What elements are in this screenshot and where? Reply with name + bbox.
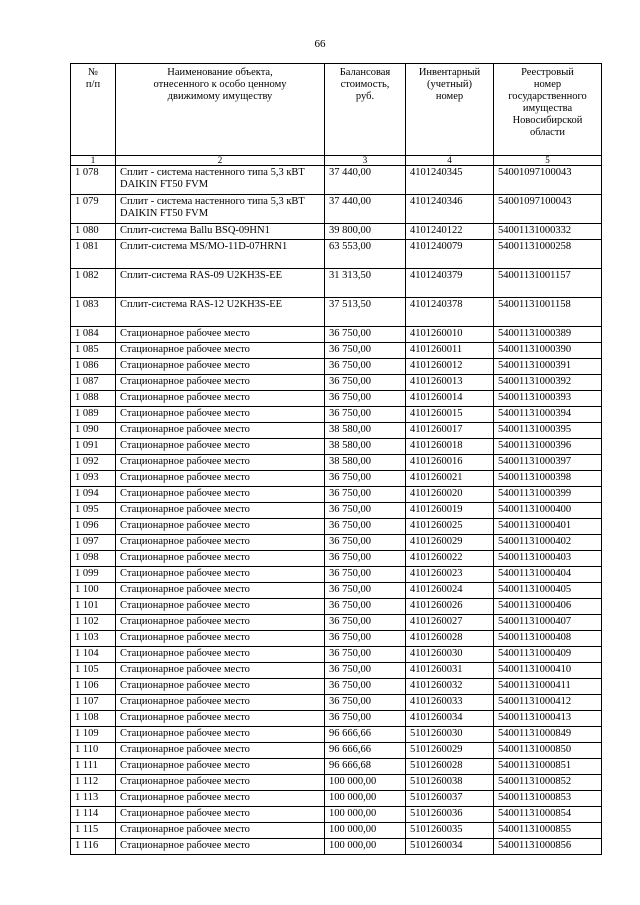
object-name: Стационарное рабочее место bbox=[116, 599, 325, 615]
table-row bbox=[71, 647, 602, 663]
object-name: Стационарное рабочее место bbox=[116, 615, 325, 631]
balance-cost: 63 553,00 bbox=[325, 240, 406, 269]
table-row bbox=[71, 343, 602, 359]
row-number: 1 098 bbox=[71, 551, 116, 567]
object-name: Стационарное рабочее место bbox=[116, 791, 325, 807]
object-name: Стационарное рабочее место bbox=[116, 503, 325, 519]
inventory-number: 4101240378 bbox=[406, 298, 494, 327]
registry-number: 54001131000407 bbox=[494, 615, 602, 631]
row-number: 1 089 bbox=[71, 407, 116, 423]
header-cost: Балансовая стоимость, руб. bbox=[325, 64, 406, 156]
balance-cost: 36 750,00 bbox=[325, 567, 406, 583]
table-row bbox=[71, 727, 602, 743]
row-number: 1 105 bbox=[71, 663, 116, 679]
table-row bbox=[71, 195, 602, 224]
table-row bbox=[71, 631, 602, 647]
row-number: 1 079 bbox=[71, 195, 116, 224]
object-name: Стационарное рабочее место bbox=[116, 455, 325, 471]
row-number: 1 106 bbox=[71, 679, 116, 695]
table-row bbox=[71, 535, 602, 551]
object-name: Стационарное рабочее место bbox=[116, 375, 325, 391]
inventory-number: 4101260019 bbox=[406, 503, 494, 519]
table-body bbox=[71, 166, 602, 855]
balance-cost: 100 000,00 bbox=[325, 839, 406, 855]
inventory-number: 4101260013 bbox=[406, 375, 494, 391]
table-row bbox=[71, 391, 602, 407]
registry-number: 54001131000849 bbox=[494, 727, 602, 743]
balance-cost: 36 750,00 bbox=[325, 391, 406, 407]
table-row bbox=[71, 519, 602, 535]
row-number: 1 116 bbox=[71, 839, 116, 855]
registry-number: 54001131000401 bbox=[494, 519, 602, 535]
registry-number: 54001131000853 bbox=[494, 791, 602, 807]
registry-number: 54001131000332 bbox=[494, 224, 602, 240]
object-name: Стационарное рабочее место bbox=[116, 647, 325, 663]
inventory-number: 4101260016 bbox=[406, 455, 494, 471]
balance-cost: 96 666,66 bbox=[325, 743, 406, 759]
registry-number: 54001131000392 bbox=[494, 375, 602, 391]
column-number: 4 bbox=[406, 156, 494, 166]
registry-number: 54001131000398 bbox=[494, 471, 602, 487]
object-name: Стационарное рабочее место bbox=[116, 775, 325, 791]
balance-cost: 36 750,00 bbox=[325, 663, 406, 679]
row-number: 1 099 bbox=[71, 567, 116, 583]
registry-number: 54001131000403 bbox=[494, 551, 602, 567]
object-name: Стационарное рабочее место bbox=[116, 471, 325, 487]
inventory-number: 4101260015 bbox=[406, 407, 494, 423]
row-number: 1 111 bbox=[71, 759, 116, 775]
registry-number: 54001131000411 bbox=[494, 679, 602, 695]
object-name: Стационарное рабочее место bbox=[116, 535, 325, 551]
row-number: 1 078 bbox=[71, 166, 116, 195]
balance-cost: 36 750,00 bbox=[325, 615, 406, 631]
registry-number: 54001131001158 bbox=[494, 298, 602, 327]
inventory-number: 4101260027 bbox=[406, 615, 494, 631]
header-name: Наименование объекта, отнесенного к особо ценному движимому имуществу bbox=[116, 64, 325, 156]
row-number: 1 094 bbox=[71, 487, 116, 503]
inventory-number: 4101260012 bbox=[406, 359, 494, 375]
table-row bbox=[71, 166, 602, 195]
table-row bbox=[71, 807, 602, 823]
inventory-number: 5101260036 bbox=[406, 807, 494, 823]
inventory-number: 5101260034 bbox=[406, 839, 494, 855]
header-registry-number: Реестровый номер государственного имущества Новосибирской области bbox=[494, 64, 602, 156]
property-register-table bbox=[70, 63, 602, 855]
table-row bbox=[71, 269, 602, 298]
row-number: 1 112 bbox=[71, 775, 116, 791]
row-number: 1 100 bbox=[71, 583, 116, 599]
table-row bbox=[71, 455, 602, 471]
object-name: Стационарное рабочее место bbox=[116, 359, 325, 375]
table-row bbox=[71, 423, 602, 439]
inventory-number: 4101260030 bbox=[406, 647, 494, 663]
balance-cost: 36 750,00 bbox=[325, 679, 406, 695]
balance-cost: 36 750,00 bbox=[325, 631, 406, 647]
registry-number: 54001131000390 bbox=[494, 343, 602, 359]
registry-number: 54001131000396 bbox=[494, 439, 602, 455]
object-name: Стационарное рабочее место bbox=[116, 695, 325, 711]
inventory-number: 5101260035 bbox=[406, 823, 494, 839]
balance-cost: 36 750,00 bbox=[325, 519, 406, 535]
registry-number: 54001097100043 bbox=[494, 195, 602, 224]
registry-number: 54001131000404 bbox=[494, 567, 602, 583]
object-name: Сплит-система MS/MO-11D-07HRN1 bbox=[116, 240, 325, 269]
registry-number: 54001131000400 bbox=[494, 503, 602, 519]
column-number-row bbox=[71, 156, 602, 166]
inventory-number: 4101260017 bbox=[406, 423, 494, 439]
object-name: Сплит-система Ballu BSQ-09HN1 bbox=[116, 224, 325, 240]
inventory-number: 4101260026 bbox=[406, 599, 494, 615]
row-number: 1 115 bbox=[71, 823, 116, 839]
table-row bbox=[71, 663, 602, 679]
inventory-number: 5101260038 bbox=[406, 775, 494, 791]
table-header-row bbox=[71, 64, 602, 156]
inventory-number: 5101260029 bbox=[406, 743, 494, 759]
inventory-number: 4101240079 bbox=[406, 240, 494, 269]
registry-number: 54001131000413 bbox=[494, 711, 602, 727]
inventory-number: 4101260023 bbox=[406, 567, 494, 583]
balance-cost: 36 750,00 bbox=[325, 471, 406, 487]
table-row bbox=[71, 791, 602, 807]
balance-cost: 36 750,00 bbox=[325, 407, 406, 423]
registry-number: 54001131000406 bbox=[494, 599, 602, 615]
inventory-number: 4101260018 bbox=[406, 439, 494, 455]
inventory-number: 4101260033 bbox=[406, 695, 494, 711]
row-number: 1 109 bbox=[71, 727, 116, 743]
registry-number: 54001131000399 bbox=[494, 487, 602, 503]
balance-cost: 36 750,00 bbox=[325, 711, 406, 727]
table-row bbox=[71, 359, 602, 375]
inventory-number: 4101260034 bbox=[406, 711, 494, 727]
column-number: 2 bbox=[116, 156, 325, 166]
table-row bbox=[71, 224, 602, 240]
object-name: Стационарное рабочее место bbox=[116, 519, 325, 535]
object-name: Стационарное рабочее место bbox=[116, 711, 325, 727]
object-name: Сплит-система RAS-12 U2KH3S-EE bbox=[116, 298, 325, 327]
registry-number: 54001097100043 bbox=[494, 166, 602, 195]
row-number: 1 108 bbox=[71, 711, 116, 727]
object-name: Сплит - система настенного типа 5,3 кВТ DAIKIN FT50 FVM bbox=[116, 166, 325, 195]
balance-cost: 100 000,00 bbox=[325, 791, 406, 807]
row-number: 1 096 bbox=[71, 519, 116, 535]
row-number: 1 092 bbox=[71, 455, 116, 471]
balance-cost: 96 666,68 bbox=[325, 759, 406, 775]
row-number: 1 081 bbox=[71, 240, 116, 269]
row-number: 1 110 bbox=[71, 743, 116, 759]
table-row bbox=[71, 407, 602, 423]
table-row bbox=[71, 503, 602, 519]
object-name: Стационарное рабочее место bbox=[116, 343, 325, 359]
row-number: 1 090 bbox=[71, 423, 116, 439]
inventory-number: 5101260028 bbox=[406, 759, 494, 775]
registry-number: 54001131000395 bbox=[494, 423, 602, 439]
row-number: 1 097 bbox=[71, 535, 116, 551]
row-number: 1 080 bbox=[71, 224, 116, 240]
table-row bbox=[71, 551, 602, 567]
object-name: Стационарное рабочее место bbox=[116, 487, 325, 503]
object-name: Стационарное рабочее место bbox=[116, 423, 325, 439]
balance-cost: 31 313,50 bbox=[325, 269, 406, 298]
registry-number: 54001131000854 bbox=[494, 807, 602, 823]
inventory-number: 4101260029 bbox=[406, 535, 494, 551]
row-number: 1 095 bbox=[71, 503, 116, 519]
inventory-number: 4101240345 bbox=[406, 166, 494, 195]
balance-cost: 39 800,00 bbox=[325, 224, 406, 240]
table-row bbox=[71, 695, 602, 711]
inventory-number: 4101260025 bbox=[406, 519, 494, 535]
balance-cost: 36 750,00 bbox=[325, 583, 406, 599]
table-row bbox=[71, 759, 602, 775]
balance-cost: 36 750,00 bbox=[325, 327, 406, 343]
registry-number: 54001131000393 bbox=[494, 391, 602, 407]
table-row bbox=[71, 471, 602, 487]
registry-number: 54001131000410 bbox=[494, 663, 602, 679]
balance-cost: 36 750,00 bbox=[325, 599, 406, 615]
inventory-number: 4101260020 bbox=[406, 487, 494, 503]
inventory-number: 4101260014 bbox=[406, 391, 494, 407]
table-row bbox=[71, 567, 602, 583]
row-number: 1 093 bbox=[71, 471, 116, 487]
object-name: Стационарное рабочее место bbox=[116, 823, 325, 839]
inventory-number: 4101260031 bbox=[406, 663, 494, 679]
registry-number: 54001131000397 bbox=[494, 455, 602, 471]
row-number: 1 104 bbox=[71, 647, 116, 663]
table-row bbox=[71, 487, 602, 503]
balance-cost: 37 513,50 bbox=[325, 298, 406, 327]
row-number: 1 083 bbox=[71, 298, 116, 327]
inventory-number: 4101260021 bbox=[406, 471, 494, 487]
table-row bbox=[71, 327, 602, 343]
table-row bbox=[71, 823, 602, 839]
object-name: Стационарное рабочее место bbox=[116, 839, 325, 855]
column-number: 5 bbox=[494, 156, 602, 166]
inventory-number: 4101260010 bbox=[406, 327, 494, 343]
table-row bbox=[71, 711, 602, 727]
table-row bbox=[71, 679, 602, 695]
balance-cost: 36 750,00 bbox=[325, 375, 406, 391]
object-name: Сплит - система настенного типа 5,3 кВТ DAIKIN FT50 FVM bbox=[116, 195, 325, 224]
balance-cost: 38 580,00 bbox=[325, 423, 406, 439]
inventory-number: 4101260011 bbox=[406, 343, 494, 359]
object-name: Стационарное рабочее место bbox=[116, 727, 325, 743]
row-number: 1 102 bbox=[71, 615, 116, 631]
balance-cost: 38 580,00 bbox=[325, 455, 406, 471]
table-row bbox=[71, 615, 602, 631]
balance-cost: 96 666,66 bbox=[325, 727, 406, 743]
row-number: 1 086 bbox=[71, 359, 116, 375]
table-row bbox=[71, 599, 602, 615]
inventory-number: 5101260037 bbox=[406, 791, 494, 807]
inventory-number: 4101260028 bbox=[406, 631, 494, 647]
inventory-number: 4101260022 bbox=[406, 551, 494, 567]
balance-cost: 100 000,00 bbox=[325, 823, 406, 839]
balance-cost: 36 750,00 bbox=[325, 487, 406, 503]
object-name: Стационарное рабочее место bbox=[116, 583, 325, 599]
table-row bbox=[71, 298, 602, 327]
table-row bbox=[71, 775, 602, 791]
object-name: Стационарное рабочее место bbox=[116, 631, 325, 647]
column-number: 3 bbox=[325, 156, 406, 166]
registry-number: 54001131000851 bbox=[494, 759, 602, 775]
row-number: 1 091 bbox=[71, 439, 116, 455]
header-no: № п/п bbox=[71, 64, 116, 156]
object-name: Стационарное рабочее место bbox=[116, 439, 325, 455]
balance-cost: 36 750,00 bbox=[325, 647, 406, 663]
table-row bbox=[71, 439, 602, 455]
table-row bbox=[71, 583, 602, 599]
balance-cost: 36 750,00 bbox=[325, 503, 406, 519]
row-number: 1 114 bbox=[71, 807, 116, 823]
row-number: 1 087 bbox=[71, 375, 116, 391]
registry-number: 54001131000389 bbox=[494, 327, 602, 343]
balance-cost: 100 000,00 bbox=[325, 807, 406, 823]
table-row bbox=[71, 240, 602, 269]
object-name: Стационарное рабочее место bbox=[116, 391, 325, 407]
registry-number: 54001131000402 bbox=[494, 535, 602, 551]
registry-number: 54001131000855 bbox=[494, 823, 602, 839]
registry-number: 54001131000850 bbox=[494, 743, 602, 759]
row-number: 1 088 bbox=[71, 391, 116, 407]
row-number: 1 107 bbox=[71, 695, 116, 711]
object-name: Стационарное рабочее место bbox=[116, 567, 325, 583]
registry-number: 54001131000258 bbox=[494, 240, 602, 269]
row-number: 1 103 bbox=[71, 631, 116, 647]
header-inventory-number: Инвентарный (учетный) номер bbox=[406, 64, 494, 156]
object-name: Стационарное рабочее место bbox=[116, 407, 325, 423]
inventory-number: 4101260032 bbox=[406, 679, 494, 695]
balance-cost: 100 000,00 bbox=[325, 775, 406, 791]
balance-cost: 36 750,00 bbox=[325, 551, 406, 567]
balance-cost: 36 750,00 bbox=[325, 343, 406, 359]
object-name: Сплит-система RAS-09 U2KH3S-EE bbox=[116, 269, 325, 298]
row-number: 1 084 bbox=[71, 327, 116, 343]
registry-number: 54001131000852 bbox=[494, 775, 602, 791]
row-number: 1 085 bbox=[71, 343, 116, 359]
balance-cost: 37 440,00 bbox=[325, 166, 406, 195]
registry-number: 54001131000408 bbox=[494, 631, 602, 647]
object-name: Стационарное рабочее место bbox=[116, 807, 325, 823]
registry-number: 54001131000412 bbox=[494, 695, 602, 711]
object-name: Стационарное рабочее место bbox=[116, 679, 325, 695]
balance-cost: 36 750,00 bbox=[325, 535, 406, 551]
row-number: 1 113 bbox=[71, 791, 116, 807]
registry-number: 54001131000409 bbox=[494, 647, 602, 663]
object-name: Стационарное рабочее место bbox=[116, 759, 325, 775]
object-name: Стационарное рабочее место bbox=[116, 327, 325, 343]
balance-cost: 37 440,00 bbox=[325, 195, 406, 224]
row-number: 1 101 bbox=[71, 599, 116, 615]
inventory-number: 4101240122 bbox=[406, 224, 494, 240]
page-number: 66 bbox=[314, 38, 326, 50]
registry-number: 54001131000394 bbox=[494, 407, 602, 423]
registry-number: 54001131001157 bbox=[494, 269, 602, 298]
column-number: 1 bbox=[71, 156, 116, 166]
table-row bbox=[71, 743, 602, 759]
balance-cost: 36 750,00 bbox=[325, 695, 406, 711]
object-name: Стационарное рабочее место bbox=[116, 551, 325, 567]
row-number: 1 082 bbox=[71, 269, 116, 298]
table-row bbox=[71, 839, 602, 855]
registry-number: 54001131000391 bbox=[494, 359, 602, 375]
object-name: Стационарное рабочее место bbox=[116, 743, 325, 759]
registry-number: 54001131000856 bbox=[494, 839, 602, 855]
inventory-number: 4101260024 bbox=[406, 583, 494, 599]
registry-number: 54001131000405 bbox=[494, 583, 602, 599]
inventory-number: 5101260030 bbox=[406, 727, 494, 743]
balance-cost: 36 750,00 bbox=[325, 359, 406, 375]
table-row bbox=[71, 375, 602, 391]
balance-cost: 38 580,00 bbox=[325, 439, 406, 455]
object-name: Стационарное рабочее место bbox=[116, 663, 325, 679]
inventory-number: 4101240379 bbox=[406, 269, 494, 298]
inventory-number: 4101240346 bbox=[406, 195, 494, 224]
